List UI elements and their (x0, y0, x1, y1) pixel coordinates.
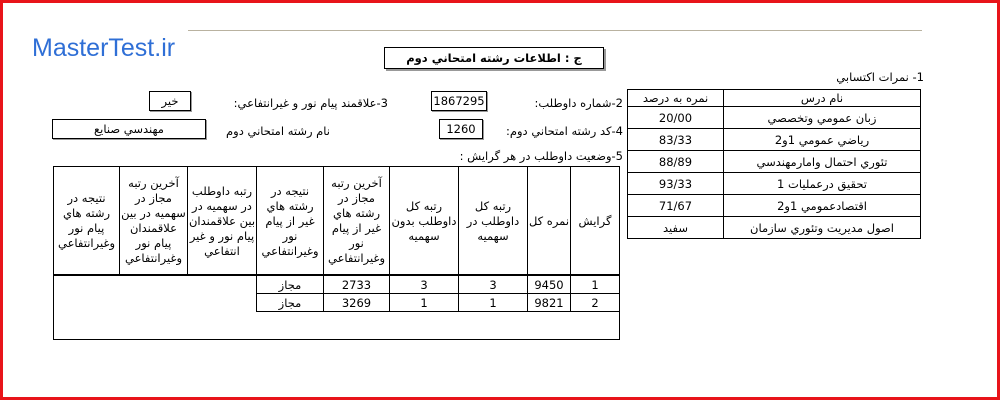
last-rank-cell: 3269 (324, 294, 390, 312)
rank-no-quota-header: رتبه كل داوطلب بدون سهميه (390, 167, 459, 276)
status-row (54, 294, 620, 312)
empty-cell (188, 294, 257, 312)
track-header: گرايش (571, 167, 620, 276)
empty-cell (54, 276, 120, 294)
section-header: ج : اطلاعات رشته امتحاني دوم (384, 47, 604, 69)
course-name: زبان عمومي وتخصصي (724, 107, 921, 129)
last-rank-header: آخرين رتبه مجاز در رشته هاي غير از پيام نور وغيرانتفاعي (324, 167, 390, 276)
field-name-label: نام رشته امتحاني دوم (226, 124, 330, 138)
rank-quota-cell: 1 (459, 294, 528, 312)
course-grade: سفيد (628, 217, 724, 239)
result-header: نتيجه در رشته هاي غير از پيام نور وغيرانتفاعي (257, 167, 324, 276)
status-title: 5-وضعيت داوطلب در هر گرايش : (459, 149, 623, 163)
grade-row (628, 173, 921, 195)
pnu-last-rank-header: آخرين رتبه مجاز در سهميه در بين علاقمندان پيام نور وغيرانتفاعي (120, 167, 188, 276)
empty-cell (120, 294, 188, 312)
last-rank-cell: 2733 (324, 276, 390, 294)
pnu-interest-label: 3-علاقمند پيام نور و غيرانتفاعي: (233, 96, 388, 110)
total-score-header: نمره كل (528, 167, 571, 276)
rank-no-quota-cell: 3 (390, 276, 459, 294)
grade-row (628, 217, 921, 239)
grades-title: 1- نمرات اكتسابي (836, 70, 924, 84)
pnu-interest-field: خير (149, 91, 191, 111)
empty-cell (54, 294, 120, 312)
grade-header: نمره به درصد (628, 90, 724, 107)
rank-quota-cell: 3 (459, 276, 528, 294)
total-score-cell: 9821 (528, 294, 571, 312)
rank-no-quota-cell: 1 (390, 294, 459, 312)
field-code-field: 1260 (439, 119, 483, 139)
course-name: اصول مديريت وتئوري سازمان (724, 217, 921, 239)
grade-row (628, 195, 921, 217)
course-grade: 83/33 (628, 129, 724, 151)
course-grade: 71/67 (628, 195, 724, 217)
candidate-number-field: 1867295 (431, 91, 487, 111)
course-name: تحقيق درعمليات 1 (724, 173, 921, 195)
track-cell: 2 (571, 294, 620, 312)
empty-cell (120, 276, 188, 294)
course-name: اقتصادعمومي 1و2 (724, 195, 921, 217)
course-grade: 20/00 (628, 107, 724, 129)
grade-row (628, 107, 921, 129)
rank-quota-header: رتبه كل داوطلب در سهميه (459, 167, 528, 276)
result-cell: مجاز (257, 294, 324, 312)
empty-cell (188, 276, 257, 294)
total-score-cell: 9450 (528, 276, 571, 294)
result-cell: مجاز (257, 276, 324, 294)
grades-table (627, 89, 921, 239)
field-code-label: 4-كد رشته امتحاني دوم: (506, 124, 623, 138)
status-table (53, 166, 620, 312)
candidate-number-label: 2-شماره داوطلب: (534, 96, 623, 110)
grade-row (628, 151, 921, 173)
course-grade: 93/33 (628, 173, 724, 195)
status-row (54, 276, 620, 294)
pnu-rank-header: رتبه داوطلب در سهميه در بين علاقمندان پيام نور و غير انتفاعي (188, 167, 257, 276)
grade-row (628, 129, 921, 151)
field-name-field: مهندسي صنايع (52, 119, 206, 139)
top-divider (188, 30, 922, 31)
course-name: تئوري احتمال وامارمهندسي (724, 151, 921, 173)
course-name: رياضي عمومي 1و2 (724, 129, 921, 151)
course-grade: 88/89 (628, 151, 724, 173)
pnu-result-header: نتيجه در رشته هاي پيام نور وغيرانتفاعي (54, 167, 120, 276)
track-cell: 1 (571, 276, 620, 294)
course-header: نام درس (724, 90, 921, 107)
watermark: MasterTest.ir (32, 34, 176, 62)
